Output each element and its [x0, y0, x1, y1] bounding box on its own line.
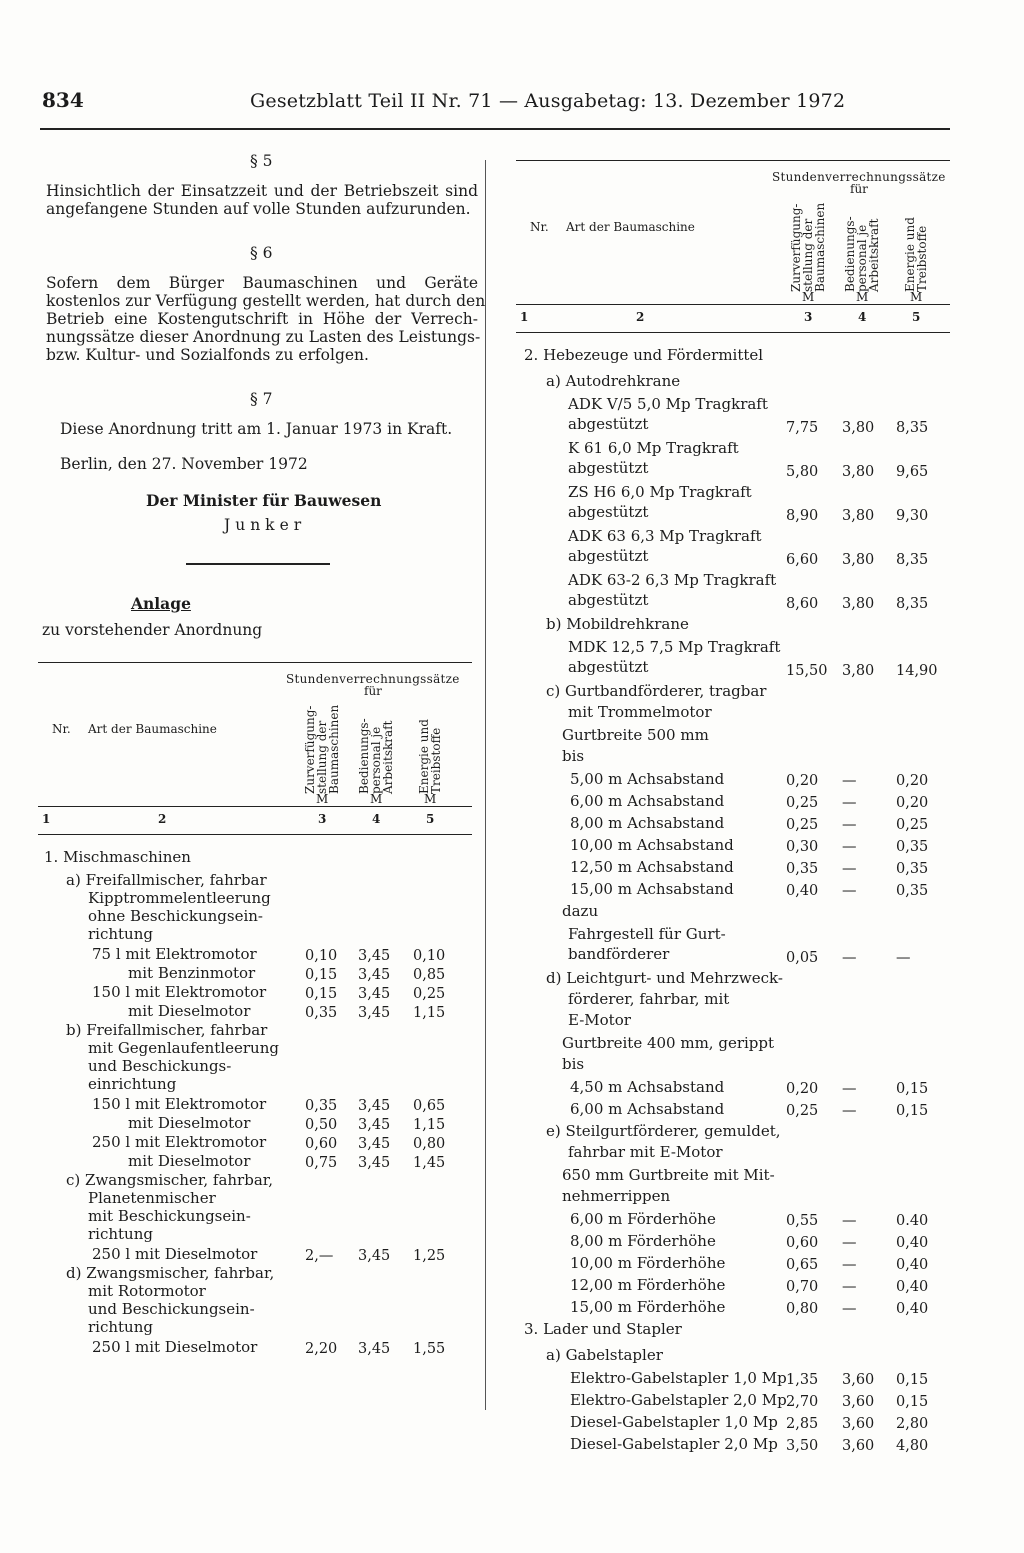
- table-cell: 0,20: [786, 1081, 819, 1097]
- table-cell: —: [842, 1103, 857, 1119]
- table-cell: 0,20: [786, 773, 819, 789]
- table-row-label: 75 l mit Elektromotor: [92, 945, 257, 963]
- table-cell: 2,20: [305, 1341, 338, 1357]
- table-cell: 0,80: [786, 1301, 819, 1317]
- table-cell: 1,25: [413, 1248, 446, 1264]
- table-row-label: Fahrgestell für Gurt-: [568, 925, 726, 943]
- table-cell: 0,50: [305, 1117, 338, 1133]
- table-cell: 0,05: [786, 950, 819, 966]
- table-row-label: abgestützt: [568, 415, 649, 433]
- col-header-c5: Energie und: [417, 719, 431, 794]
- table-cell: 8,90: [786, 508, 819, 524]
- col-header-c3-unit: M: [802, 290, 815, 304]
- table-row-label: abgestützt: [568, 459, 649, 477]
- anlage-title: Anlage: [131, 594, 191, 613]
- col-number-5: 5: [912, 310, 921, 324]
- signing-date: Berlin, den 27. November 1972: [60, 455, 308, 473]
- table-cell: 3,45: [358, 1248, 391, 1264]
- col-header-c4: Bedienungs-: [843, 216, 857, 292]
- table-cell: 0,60: [305, 1136, 338, 1152]
- table-cell: 0,20: [896, 795, 929, 811]
- item-text: c) Gurtbandförderer, tragbar: [546, 682, 767, 700]
- table-cell: 3,80: [842, 420, 875, 436]
- table-cell: 0,40: [896, 1235, 929, 1251]
- table-cell: 8,35: [896, 552, 929, 568]
- col-number-5: 5: [426, 812, 435, 826]
- table-row-label: Diesel-Gabelstapler 1,0 Mp: [570, 1413, 778, 1431]
- section-heading: 3. Lader und Stapler: [524, 1320, 682, 1338]
- table-cell: 0,25: [786, 817, 819, 833]
- section-7-title: § 7: [250, 390, 273, 408]
- table-cell: 0,30: [786, 839, 819, 855]
- item-text: bis: [562, 747, 585, 765]
- col-header-c5: Treibstoffe: [429, 727, 443, 794]
- table-cell: 0,15: [896, 1103, 929, 1119]
- table-row-label: 12,00 m Förderhöhe: [570, 1276, 726, 1294]
- table-row-label: 150 l mit Elektromotor: [92, 983, 267, 1001]
- text-line: kostenlos zur Verfügung gestellt werden, hat durch den: [46, 292, 486, 310]
- table-cell: 8,35: [896, 420, 929, 436]
- table-cell: 1,45: [413, 1155, 446, 1171]
- table-cell: 1,55: [413, 1341, 446, 1357]
- col-header-c3: Baumaschinen: [813, 202, 827, 292]
- col-header-c4: personal je: [855, 224, 869, 292]
- table-cell: —: [896, 950, 911, 966]
- table-row-label: abgestützt: [568, 591, 649, 609]
- group-header: Stundenverrechnungssätze: [286, 672, 460, 686]
- table-cell: 3,80: [842, 464, 875, 480]
- item-text: Gurtbreite 400 mm, gerippt: [562, 1034, 775, 1052]
- item-text: d) Zwangsmischer, fahrbar,: [66, 1264, 275, 1282]
- table-head-rule: [516, 304, 950, 305]
- table-row-label: 6,00 m Achsabstand: [570, 1100, 725, 1118]
- item-text: richtung: [88, 925, 153, 943]
- table-cell: 1,35: [786, 1372, 819, 1388]
- table-row-label: 12,50 m Achsabstand: [570, 858, 734, 876]
- text-line: bzw. Kultur- und Sozialfonds zu erfolgen.: [46, 346, 369, 364]
- col-header-nr: Nr.: [52, 722, 71, 736]
- item-text: E-Motor: [568, 1011, 631, 1029]
- item-text: c) Zwangsmischer, fahrbar,: [66, 1171, 274, 1189]
- table-cell: 0,85: [413, 967, 446, 983]
- table-cell: 1,15: [413, 1117, 446, 1133]
- table-cell: 8,60: [786, 596, 819, 612]
- table-cell: 0,25: [896, 817, 929, 833]
- table-cell: 0,40: [896, 1301, 929, 1317]
- table-row-label: abgestützt: [568, 547, 649, 565]
- col-header-c4-unit: M: [856, 290, 869, 304]
- table-head-rule: [38, 806, 472, 807]
- section-5-title: § 5: [250, 152, 273, 170]
- minister-signature: Junker: [224, 516, 307, 534]
- item-text: Kipptrommelentleerung: [88, 889, 271, 907]
- col-header-c3: stellung der: [801, 218, 815, 292]
- item-text: 650 mm Gurtbreite mit Mit-: [562, 1166, 775, 1184]
- table-cell: 2,—: [305, 1248, 334, 1264]
- table-cell: 3,60: [842, 1372, 875, 1388]
- col-header-c3: Baumaschinen: [327, 704, 341, 794]
- col-header-c5: Energie und: [903, 217, 917, 292]
- table-cell: 0,80: [413, 1136, 446, 1152]
- table-cell: 3,80: [842, 508, 875, 524]
- table-cell: —: [842, 950, 857, 966]
- table-cell: 3,45: [358, 1155, 391, 1171]
- table-row-label: mit Dieselmotor: [128, 1114, 251, 1132]
- item-text: mit Beschickungsein-: [88, 1207, 251, 1225]
- table-cell: 0,20: [896, 773, 929, 789]
- table-row-label: mit Dieselmotor: [128, 1002, 251, 1020]
- section-heading: 1. Mischmaschinen: [44, 848, 191, 866]
- item-text: mit Trommelmotor: [568, 703, 712, 721]
- table-top-rule: [516, 160, 950, 161]
- table-row-label: 8,00 m Förderhöhe: [570, 1232, 716, 1250]
- table-cell: —: [842, 773, 857, 789]
- table-cell: 8,35: [896, 596, 929, 612]
- table-cell: 3,45: [358, 1136, 391, 1152]
- col-number-3: 3: [804, 310, 813, 324]
- section-heading: 2. Hebezeuge und Fördermittel: [524, 346, 764, 364]
- table-cell: 0,40: [786, 883, 819, 899]
- table-cell: —: [842, 1301, 857, 1317]
- table-row-label: 250 l mit Dieselmotor: [92, 1245, 258, 1263]
- table-cell: —: [842, 1279, 857, 1295]
- table-cell: 5,80: [786, 464, 819, 480]
- item-text: ohne Beschickungsein-: [88, 907, 263, 925]
- table-cell: 3,45: [358, 1341, 391, 1357]
- item-text: Planetenmischer: [88, 1189, 216, 1207]
- group-header-fuer: für: [364, 684, 382, 698]
- col-header-c4: Arbeitskraft: [867, 218, 881, 292]
- signature-rule: [186, 563, 330, 565]
- table-cell: 2,70: [786, 1394, 819, 1410]
- table-cell: 0,35: [896, 883, 929, 899]
- table-row-label: Diesel-Gabelstapler 2,0 Mp: [570, 1435, 778, 1453]
- col-header-c5-unit: M: [910, 290, 923, 304]
- table-cell: 7,75: [786, 420, 819, 436]
- item-text: bis: [562, 1055, 585, 1073]
- table-cell: 0,60: [786, 1235, 819, 1251]
- col-header-c4: Arbeitskraft: [381, 720, 395, 794]
- table-row-label: mit Benzinmotor: [128, 964, 256, 982]
- header-rule: [40, 128, 950, 130]
- text-line: Betrieb eine Kostengutschrift in Höhe der Verrech-: [46, 310, 478, 328]
- table-row-label: 8,00 m Achsabstand: [570, 814, 725, 832]
- table-cell: 0,25: [786, 1103, 819, 1119]
- anlage-subtitle: zu vorstehender Anordnung: [42, 621, 263, 639]
- table-cell: 3,50: [786, 1438, 819, 1454]
- table-cell: 3,45: [358, 986, 391, 1002]
- section-6-text: [46, 274, 486, 364]
- text-line: Hinsichtlich der Einsatzzeit und der Betriebszeit sind: [46, 182, 478, 200]
- table-row-label: 6,00 m Förderhöhe: [570, 1210, 716, 1228]
- col-header-nr: Nr.: [530, 220, 549, 234]
- item-text: und Beschickungsein-: [88, 1300, 255, 1318]
- item-text: a) Autodrehkrane: [546, 372, 681, 390]
- table-cell: 15,50: [786, 663, 828, 679]
- col-header-c3-unit: M: [316, 792, 329, 806]
- table-cell: 0,35: [305, 1005, 338, 1021]
- table-row-label: 150 l mit Elektromotor: [92, 1095, 267, 1113]
- table-cell: 9,65: [896, 464, 929, 480]
- table-cell: 0,10: [305, 948, 338, 964]
- table-cell: 3,60: [842, 1416, 875, 1432]
- column-divider: [485, 160, 486, 1410]
- table-row-label: 6,00 m Achsabstand: [570, 792, 725, 810]
- text-line: nungssätze dieser Anordnung zu Lasten des Leistungs-: [46, 328, 481, 346]
- table-cell: 0,35: [896, 839, 929, 855]
- table-row-label: 5,00 m Achsabstand: [570, 770, 725, 788]
- text-line: Sofern dem Bürger Baumaschinen und Geräte: [46, 274, 478, 292]
- table-row-label: 4,50 m Achsabstand: [570, 1078, 725, 1096]
- table-cell: 3,80: [842, 552, 875, 568]
- table-cell: 0,25: [413, 986, 446, 1002]
- table-cell: —: [842, 1213, 857, 1229]
- table-row-label: abgestützt: [568, 503, 649, 521]
- item-text: fahrbar mit E-Motor: [568, 1143, 723, 1161]
- table-cell: 3,45: [358, 1117, 391, 1133]
- item-text: dazu: [562, 902, 599, 920]
- table-cell: 0,15: [305, 967, 338, 983]
- item-text: e) Steilgurtförderer, gemuldet,: [546, 1122, 781, 1140]
- item-text: richtung: [88, 1318, 153, 1336]
- item-text: Gurtbreite 500 mm: [562, 726, 709, 744]
- table-cell: 0,15: [896, 1372, 929, 1388]
- item-text: nehmerrippen: [562, 1187, 671, 1205]
- table-cell: —: [842, 883, 857, 899]
- table-row-label: ADK V/5 5,0 Mp Tragkraft: [568, 395, 768, 413]
- table-cell: 0,75: [305, 1155, 338, 1171]
- table-cell: 0,40: [896, 1257, 929, 1273]
- table-cell: 0,65: [413, 1098, 446, 1114]
- table-row-label: K 61 6,0 Mp Tragkraft: [568, 439, 739, 457]
- col-number-4: 4: [858, 310, 867, 324]
- page-number: 834: [42, 88, 84, 112]
- table-row-label: MDK 12,5 7,5 Mp Tragkraft: [568, 638, 781, 656]
- item-text: b) Freifallmischer, fahrbar: [66, 1021, 268, 1039]
- item-text: richtung: [88, 1225, 153, 1243]
- col-header-c4: Bedienungs-: [357, 718, 371, 794]
- table-cell: 0,10: [413, 948, 446, 964]
- table-cell: 3,80: [842, 596, 875, 612]
- col-number-2: 2: [158, 812, 167, 826]
- text-line: angefangene Stunden auf volle Stunden aufzurunden.: [46, 200, 471, 218]
- table-cell: 0.40: [896, 1213, 929, 1229]
- table-top-rule: [38, 662, 472, 663]
- table-cell: 2,80: [896, 1416, 929, 1432]
- col-number-4: 4: [372, 812, 381, 826]
- table-cell: 4,80: [896, 1438, 929, 1454]
- table-num-rule: [38, 834, 472, 835]
- group-header: Stundenverrechnungssätze: [772, 170, 946, 184]
- table-cell: 3,80: [842, 663, 875, 679]
- item-text: förderer, fahrbar, mit: [568, 990, 730, 1008]
- table-cell: 0,25: [786, 795, 819, 811]
- table-cell: 0,35: [305, 1098, 338, 1114]
- item-text: a) Gabelstapler: [546, 1346, 663, 1364]
- table-row-label: bandförderer: [568, 945, 670, 963]
- table-cell: 0,35: [896, 861, 929, 877]
- section-6-title: § 6: [250, 244, 273, 262]
- table-cell: —: [842, 1235, 857, 1251]
- table-cell: 3,45: [358, 948, 391, 964]
- table-row-label: Elektro-Gabelstapler 1,0 Mp: [570, 1369, 787, 1387]
- col-header-c3: stellung der: [315, 720, 329, 794]
- item-text: a) Freifallmischer, fahrbar: [66, 871, 267, 889]
- page-header-title: Gesetzblatt Teil II Nr. 71 — Ausgabetag: 13. Dezember 1972: [250, 90, 846, 112]
- table-cell: 0,15: [896, 1394, 929, 1410]
- table-row-label: 250 l mit Dieselmotor: [92, 1338, 258, 1356]
- table-cell: 2,85: [786, 1416, 819, 1432]
- minister-title: Der Minister für Bauwesen: [146, 491, 382, 510]
- table-row-label: Elektro-Gabelstapler 2,0 Mp: [570, 1391, 787, 1409]
- col-number-1: 1: [42, 812, 51, 826]
- table-cell: 0,15: [305, 986, 338, 1002]
- table-num-rule: [516, 332, 950, 333]
- table-cell: —: [842, 817, 857, 833]
- table-cell: 0,55: [786, 1213, 819, 1229]
- table-row-label: ZS H6 6,0 Mp Tragkraft: [568, 483, 752, 501]
- table-row-label: 250 l mit Elektromotor: [92, 1133, 267, 1151]
- table-cell: 3,60: [842, 1438, 875, 1454]
- table-cell: —: [842, 795, 857, 811]
- group-header-fuer: für: [850, 182, 868, 196]
- table-row-label: 15,00 m Förderhöhe: [570, 1298, 726, 1316]
- table-row-label: 10,00 m Achsabstand: [570, 836, 734, 854]
- table-cell: 0,65: [786, 1257, 819, 1273]
- col-header-art: Art der Baumaschine: [566, 220, 695, 234]
- item-text: mit Rotormotor: [88, 1282, 206, 1300]
- table-cell: 14,90: [896, 663, 938, 679]
- table-cell: 3,60: [842, 1394, 875, 1410]
- col-number-3: 3: [318, 812, 327, 826]
- col-header-c3: Zurverfügung-: [303, 705, 317, 794]
- table-cell: 0,35: [786, 861, 819, 877]
- col-number-1: 1: [520, 310, 529, 324]
- col-header-c5-unit: M: [424, 792, 437, 806]
- table-cell: 0,15: [896, 1081, 929, 1097]
- col-number-2: 2: [636, 310, 645, 324]
- table-cell: —: [842, 1257, 857, 1273]
- col-header-c5: Treibstoffe: [915, 225, 929, 292]
- table-cell: 3,45: [358, 1005, 391, 1021]
- table-row-label: ADK 63 6,3 Mp Tragkraft: [568, 527, 762, 545]
- item-text: und Beschickungs-: [88, 1057, 232, 1075]
- table-cell: 3,45: [358, 967, 391, 983]
- col-header-c4: personal je: [369, 726, 383, 794]
- section-7-text: Diese Anordnung tritt am 1. Januar 1973 in Kraft.: [60, 420, 453, 438]
- table-row-label: 15,00 m Achsabstand: [570, 880, 734, 898]
- section-5-text: [46, 182, 478, 218]
- table-row-label: ADK 63-2 6,3 Mp Tragkraft: [568, 571, 777, 589]
- col-header-art: Art der Baumaschine: [88, 722, 217, 736]
- table-cell: 0,70: [786, 1279, 819, 1295]
- table-row-label: 10,00 m Förderhöhe: [570, 1254, 726, 1272]
- table-cell: —: [842, 839, 857, 855]
- table-cell: 1,15: [413, 1005, 446, 1021]
- table-cell: 3,45: [358, 1098, 391, 1114]
- table-cell: —: [842, 861, 857, 877]
- item-text: einrichtung: [88, 1075, 177, 1093]
- col-header-c3: Zurverfügung-: [789, 203, 803, 292]
- item-text: mit Gegenlaufentleerung: [88, 1039, 279, 1057]
- col-header-c4-unit: M: [370, 792, 383, 806]
- table-row-label: mit Dieselmotor: [128, 1152, 251, 1170]
- table-cell: 6,60: [786, 552, 819, 568]
- table-cell: 0,40: [896, 1279, 929, 1295]
- item-text: d) Leichtgurt- und Mehrzweck-: [546, 969, 783, 987]
- table-row-label: abgestützt: [568, 658, 649, 676]
- item-text: b) Mobildrehkrane: [546, 615, 689, 633]
- table-cell: —: [842, 1081, 857, 1097]
- table-cell: 9,30: [896, 508, 929, 524]
